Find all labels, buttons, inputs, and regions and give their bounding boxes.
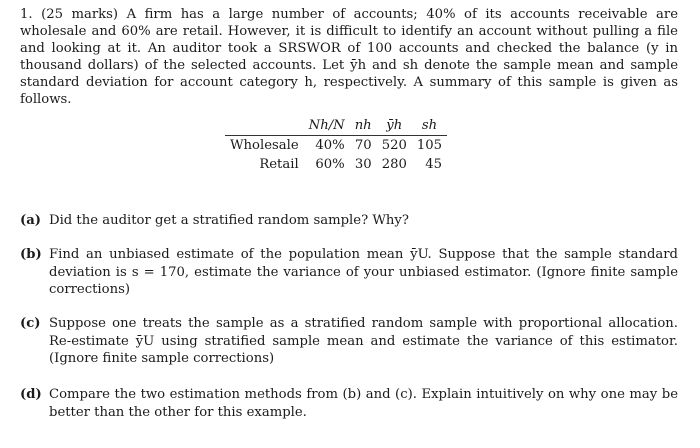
question-a-label: (a) — [20, 213, 42, 228]
question-d-label: (d) — [20, 387, 42, 402]
problem-statement — [20, 6, 678, 108]
table-header-sample-mean: ȳh — [377, 116, 412, 136]
question-d-text: Compare the two estimation methods from (b) and (c). Explain intuitively on why one may be better than the other for this example. — [49, 387, 678, 420]
table-row — [225, 155, 447, 174]
cell-sd: 105 — [416, 138, 443, 153]
cell-mean: 280 — [381, 157, 407, 172]
table-row — [225, 136, 447, 156]
question-b-label: (b) — [20, 247, 42, 262]
table-header-row — [225, 116, 447, 136]
question-d — [20, 386, 678, 421]
question-c-text: Suppose one treats the sample as a stratified random sample with proportional allocation. Re-estimate ȳU using stratified sample mean and estimate the variance of this estimator. (Ignore finite sample corrections) — [49, 316, 678, 366]
cell-n: 30 — [354, 157, 372, 172]
cell-mean: 520 — [381, 138, 407, 153]
question-c — [20, 315, 678, 368]
question-c-label: (c) — [20, 316, 41, 331]
cell-share: 60% — [315, 157, 345, 172]
table-header-proportion: Nh/N — [304, 116, 350, 136]
question-a — [20, 212, 678, 230]
row-label-retail: Retail — [259, 157, 299, 172]
table-header-sample-sd: sh — [412, 116, 447, 136]
question-a-text: Did the auditor get a stratified random sample? Why? — [49, 213, 409, 228]
table-header-sample-size: nh — [350, 116, 377, 136]
row-label-wholesale: Wholesale — [230, 138, 299, 153]
question-b-text: Find an unbiased estimate of the population mean ȳU. Suppose that the sample standard deviation is s = 170, estimate the variance of your unbiased estimator. (Ignore finite sample corrections) — [49, 247, 678, 297]
sample-summary-table — [225, 116, 447, 174]
cell-sd: 45 — [425, 157, 443, 172]
table-header-blank — [225, 116, 304, 136]
problem-intro-text: 1. (25 marks) A firm has a large number of accounts; 40% of its accounts receivable are wholesale and 60% are retail. However, it is difficult to identify an account without pulling a file and looking at it. An auditor took a SRSWOR of 100 accounts and checked the balance (y in thousand dollars) of the selected accounts. Let ȳh and sh denote the sample mean and sample standard deviation for account category h, respectively. A summary of this sample is given as follows. — [20, 7, 678, 107]
question-b — [20, 246, 678, 299]
cell-n: 70 — [354, 138, 372, 153]
cell-share: 40% — [315, 138, 345, 153]
